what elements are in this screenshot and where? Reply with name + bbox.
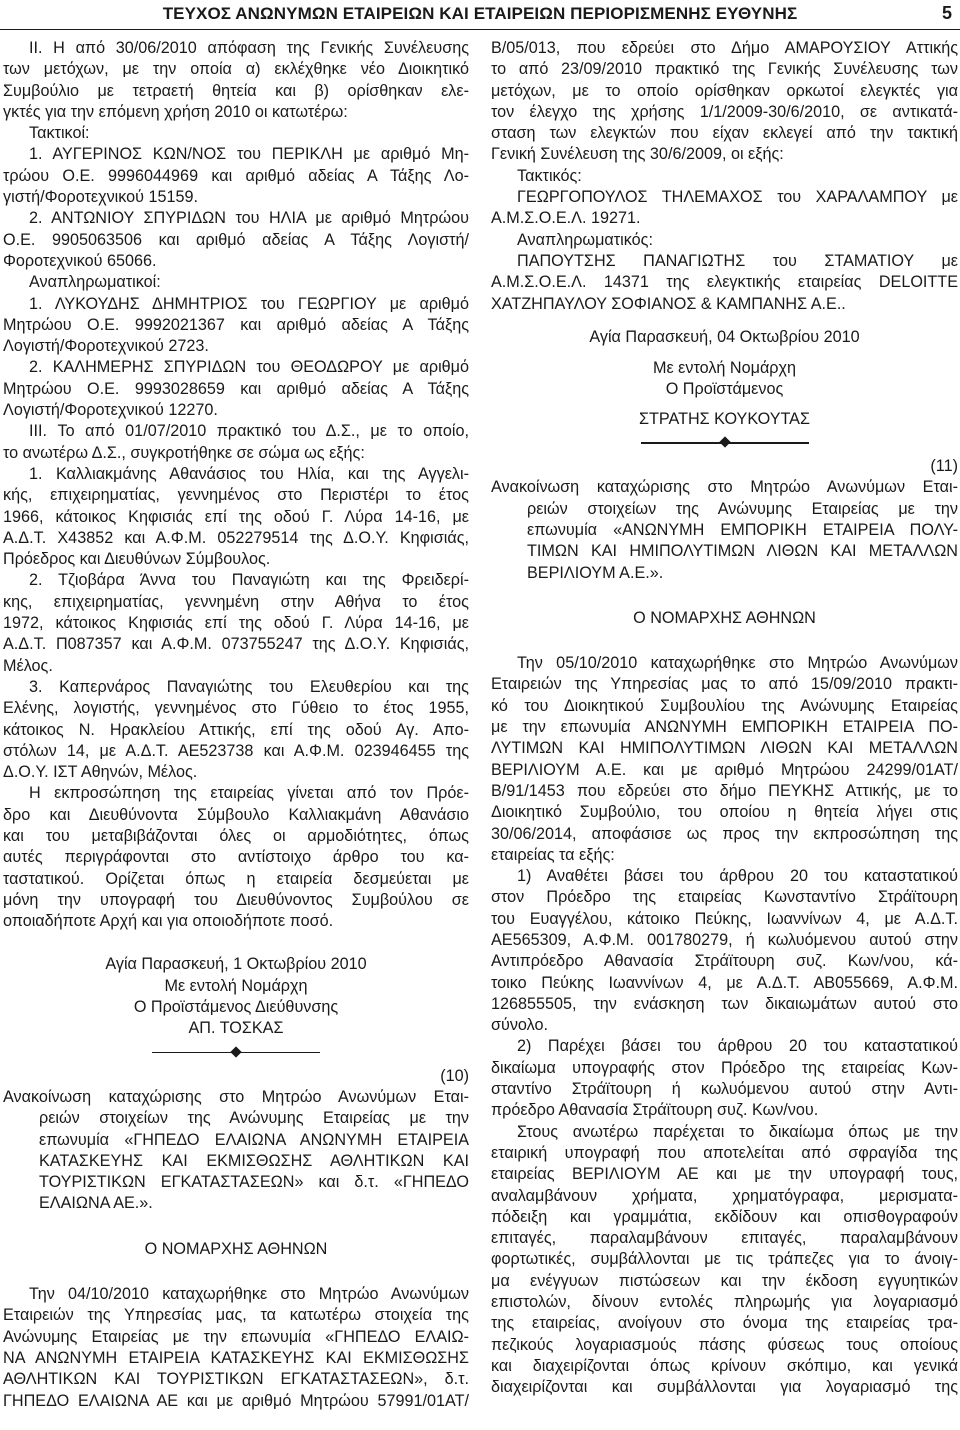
notice-title-line: ΕΛΑΙΩΝΑ ΑΕ.». <box>39 1194 153 1213</box>
paragraph-line: Μητρώου Ο.Ε. 9993028659 και αριθμό αδείας Α Τάξης <box>3 379 469 398</box>
paragraph-line: εταιρείας ΒΕΡΙΛΙΟΥΜ ΑΕ και με την υπογραφή τους, <box>491 1165 958 1184</box>
paragraph-line: Μητρώου Ο.Ε. 9992021367 και αριθμό αδείας Α Τάξης <box>3 315 469 334</box>
paragraph-first-line: ΠΑΠΟΥΤΣΗΣ ΠΑΝΑΓΙΩΤΗΣ του ΣΤΑΜΑΤΙΟΥ με <box>517 251 958 270</box>
paragraph-first-line: Η εκπροσώπηση της εταιρείας γίνεται από τον Πρόε- <box>29 784 469 803</box>
paragraph-line: κης, επιχειρηματίας, γεννημένη στην Αθήνα το έτος <box>3 592 469 611</box>
paragraph-line: Εταιρειών της Υπηρεσίας μας, τα κατωτέρω στοιχεία της <box>3 1306 469 1325</box>
separator <box>491 430 958 456</box>
notice-number: (10) <box>440 1066 469 1085</box>
diamond-icon <box>230 1046 241 1057</box>
paragraph-line: Αντιπρόεδρο Αθανασία Στράϊτουρη συζ. Κων/νου, κά- <box>491 952 958 971</box>
paragraph-last-line: το ανωτέρω Δ.Σ., συγκροτήθηκε σε σώμα ως εξής: <box>3 443 365 462</box>
paragraph-line: ΑΕ565309, Α.Φ.Μ. 001780279, ή κωλυόμενου αυτού στην <box>491 930 958 949</box>
paragraph-line: Τακτικός: <box>517 166 582 185</box>
right-column <box>491 38 958 1428</box>
paragraph-last-line: Δ.Ο.Υ. ΙΣΤ Αθηνών, Μέλος. <box>3 763 198 782</box>
paragraph-line: πόδειξη και γραμμάτια, εκδίδουν και οπισθογραφούν <box>491 1207 958 1226</box>
paragraph-first-line: 1) Αναθέτει βάσει του άρθρου 20 του καταστατικού <box>517 867 958 886</box>
paragraph-line: Α.Μ.Σ.Ο.Ε.Λ. 14371 της ελεγκτικής εταιρείας DELOITTE <box>491 273 958 292</box>
paragraph-line: Α.Δ.Τ. Π087357 και Α.Φ.Μ. 073755247 της Δ.Ο.Υ. Κηφισιάς, <box>3 635 469 654</box>
paragraph-line: δικαίωμα υπογραφής στον Πρόεδρο της εταιρείας Κων- <box>491 1058 958 1077</box>
signature-line: Με εντολή Νομάρχη <box>164 976 308 995</box>
signature-line: Με εντολή Νομάρχη <box>652 359 797 378</box>
paragraph-line: αυτές περιγράφονται στο αντίστοιχο άρθρο του κα- <box>3 848 469 867</box>
paragraph-line: Ελένης, λογιστής, γεννημένος στο Γύθειο το έτος 1955, <box>3 699 469 718</box>
paragraph-line: σταση των ελεγκτών που είχαν εκλεγεί από την τακτική <box>491 124 958 143</box>
separator <box>3 1040 469 1066</box>
paragraph-line: ΛΥΤΙΜΩΝ ΚΑΙ ΗΜΙΠΟΛΥΤΙΜΩΝ ΛΙΘΩΝ ΚΑΙ ΜΕΤΑΛΛΩΝ <box>491 739 958 758</box>
paragraph-line: Εταιρειών της Υπηρεσίας μας το από 15/09/2010 πρακτι- <box>491 675 958 694</box>
paragraph-first-line: 2. ΚΑΛΗΜΕΡΗΣ ΣΠΥΡΙΔΩΝ του ΘΕΟΔΩΡΟΥ με αριθμό <box>29 358 469 377</box>
paragraph-line: Β/05/013, που εδρεύει στο Δήμο ΑΜΑΡΟΥΣΙΟΥ Αττικής <box>491 39 958 57</box>
paragraph-line: 1972, κάτοικος Κηφισιάς επί της οδού Γ. Λύρα 14-16, με <box>3 614 469 633</box>
section-heading: Ο ΝΟΜΑΡΧΗΣ ΑΘΗΝΩΝ <box>633 608 816 627</box>
paragraph-line: Συμβούλιο με τετραετή θητεία και β) ορίσθηκαν ελε- <box>3 81 469 100</box>
paragraph-first-line: 2) Παρέχει βάσει του άρθρου 20 του καταστατικού <box>517 1037 958 1056</box>
paragraph-last-line: Λογιστή/Φοροτεχνικού 2723. <box>3 337 209 356</box>
paragraph-last-line: ΧΑΤΖΗΠΑΥΛΟΥ ΣΟΦΙΑΝΟΣ & ΚΑΜΠΑΝΗΣ Α.Ε.. <box>491 294 846 313</box>
notice-title-line: ΒΕΡΙΛΙΟΥΜ Α.Ε.». <box>527 563 664 582</box>
paragraph-line: τοικο Πεύκης Ιωαννίνων 4, με Α.Δ.Τ. ΑΒ055669, Α.Φ.Μ. <box>491 973 958 992</box>
paragraph-line: Ανώνυμης Εταιρείας με την επωνυμία «ΓΗΠΕΔΟ ΕΛΑΙΩ- <box>3 1327 469 1346</box>
paragraph-last-line: Πρόεδρος και Διευθύνων Σύμβουλος. <box>3 550 271 569</box>
paragraph-line: διαχειρίζονται και συμβάλλονται για λογαριασμό της <box>491 1378 958 1397</box>
paragraph-last-line: οποιαδήποτε Αρχή και για οποιοδήποτε ποσό. <box>3 912 334 931</box>
paragraph-last-line: πρόεδρο Αθανασία Στράϊτουρη συζ. Κων/νου. <box>491 1101 819 1120</box>
paragraph-line: σταντίνο Στράϊτουρη ή κωλυόμενου αυτού στην Αντι- <box>491 1080 958 1099</box>
paragraph-last-line: γκτές για την επόμενη χρήση 2010 οι κατωτέρω: <box>3 102 348 121</box>
paragraph-line: και διαχειρίζονται όπως κρίνουν σκόπιμο, και γενικά <box>491 1356 958 1375</box>
paragraph-first-line: 3. Καπερνάρος Παναγιώτης του Ελευθερίου και της <box>29 677 469 696</box>
notice-title-line: ρειών στοιχείων της Ανώνυμης Εταιρείας με την <box>527 499 958 518</box>
paragraph-line: επιταγές, παραλαμβάνουν επιταγές, παραλαμβάνουν <box>491 1229 958 1248</box>
paragraph-line: ΑΘΛΗΤΙΚΩΝ ΚΑΙ ΤΟΥΡΙΣΤΙΚΩΝ ΕΓΚΑΤΑΣΤΑΣΕΩΝ», δ.τ. <box>3 1370 469 1389</box>
paragraph-last-line: Α.Μ.Σ.Ο.Ε.Λ. 19271. <box>491 209 641 228</box>
notice-title-line: ΚΑΤΑΣΚΕΥΗΣ ΚΑΙ ΕΚΜΙΣΘΩΣΗΣ ΑΘΛΗΤΙΚΩΝ ΚΑΙ <box>39 1151 469 1170</box>
signature-line: Ο Προϊστάμενος Διεύθυνσης <box>133 998 339 1017</box>
paragraph-line: της εταιρείας, ανοίγουν στο όνομα της εταιρείας τρα- <box>491 1314 958 1333</box>
left-column <box>3 38 469 1428</box>
paragraph-last-line: Γενική Συνέλευση της 30/6/2009, οι εξής: <box>491 145 784 164</box>
paragraph-line: το από 23/09/2010 πρακτικό της Γενικής Συνέλευσης των <box>491 60 958 79</box>
signature-date: Αγία Παρασκευή, 04 Οκτωβρίου 2010 <box>589 327 860 346</box>
paragraph-line: με την επωνυμία ΑΝΩΝΥΜΗ ΕΜΠΟΡΙΚΗ ΕΤΑΙΡΕΙΑ ΠΟ- <box>491 718 958 737</box>
paragraph-last-line: σύνολο. <box>491 1016 548 1035</box>
section-heading: Ο ΝΟΜΑΡΧΗΣ ΑΘΗΝΩΝ <box>144 1239 328 1258</box>
notice-title-line: ρειών στοιχείων της Ανώνυμης Εταιρείας με την <box>39 1109 469 1128</box>
paragraph-line: εταιρική υπογραφή που αποτελείται από σφραγίδα της <box>491 1143 958 1162</box>
paragraph-line: 126855505, την ενάσκηση των δικαιωμάτων αυτού στο <box>491 994 958 1013</box>
paragraph-last-line: Μέλος. <box>3 656 53 675</box>
page-number: 5 <box>941 3 952 23</box>
signature-line: Ο Προϊστάμενος <box>665 380 784 399</box>
paragraph-first-line: 1. ΑΥΓΕΡΙΝΟΣ ΚΩΝ/ΝΟΣ του ΠΕΡΙΚΛΗ με αριθμό Μη- <box>29 145 469 164</box>
paragraph-line: κάτοικος Ν. Ηρακλείου Αττικής, επί της οδού Αγ. Απο- <box>3 720 469 739</box>
diamond-icon <box>719 436 730 447</box>
paragraph-line: κό του Διοικητικού Συμβουλίου της Ανώνυμης Εταιρείας <box>491 696 958 715</box>
paragraph-line: αναλαμβάνουν χρήματα, χρηματόγραφα, μερισματα- <box>491 1186 958 1205</box>
paragraph-line: ΓΗΠΕΔΟ ΕΛΑΙΩΝΑ ΑΕ και με αριθμό Μητρώου 57991/01ΑΤ/ <box>3 1391 469 1410</box>
paragraph-first-line: Την 05/10/2010 καταχωρήθηκε στο Μητρώο Ανωνύμων <box>517 654 958 673</box>
paragraph-line: τρώου Ο.Ε. 9996044969 και αριθμό αδείας Α Τάξης Λο- <box>3 166 469 185</box>
paragraph-line: Διοικητικό Συμβούλιο, του οποίου η θητεία λήγει στις <box>491 803 958 822</box>
paragraph-line: μετόχων, με το οποίο ορίσθηκαν ορκωτοί ελεγκτές για <box>491 81 958 100</box>
notice-title-line: επωνυμία «ΓΗΠΕΔΟ ΕΛΑΙΩΝΑ ΑΝΩΝΥΜΗ ΕΤΑΙΡΕΙΑ <box>39 1130 469 1149</box>
paragraph-line: μόνη την υπογραφή του Διευθύνοντος Συμβούλου σε <box>3 890 469 909</box>
paragraph-line: πεζικούς λογαριασμούς πάσης φύσεως τους οποίους <box>491 1335 958 1354</box>
paragraph-line: Αναπληρωματικός: <box>517 230 653 249</box>
paragraph-line: κής, επιχειρηματίας, γεννημένος στο Περιστέρι το έτος <box>3 486 469 505</box>
paragraph-line: των μετόχων, με την οποία α) εκλέχθηκε νέο Διοικητικό <box>3 60 469 79</box>
paragraph-line: τον έλεγχο της χρήσης 1/1/2009-30/6/2010, σε αντικατά- <box>491 102 958 121</box>
paragraph-line: Ο.Ε. 9905063506 και αριθμό αδείας Α Τάξης Λογιστή/ <box>3 230 469 249</box>
notice-number: (11) <box>930 457 958 476</box>
paragraph-line: του Ευαγγέλου, κάτοικο Πεύκης, Ιωαννίνων 4, με Α.Δ.Τ. <box>491 909 958 928</box>
paragraph-line: Β/91/1453 που εδρεύει στο δήμο ΠΕΥΚΗΣ Αττικής, με το <box>491 781 958 800</box>
paragraph-last-line: Λογιστή/Φοροτεχνικού 12270. <box>3 401 218 420</box>
signature-name: ΣΤΡΑΤΗΣ ΚΟΥΚΟΥΤΑΣ <box>639 409 810 428</box>
paragraph-last-line: εταιρείας τα εξής: <box>491 845 615 864</box>
paragraph-line: επιστολών, δίνουν εντολές πληρωμής για λογαριασμό <box>491 1293 958 1312</box>
paragraph-line: ΝΑ ΑΝΩΝΥΜΗ ΕΤΑΙΡΕΙΑ ΚΑΤΑΣΚΕΥΗΣ ΚΑΙ ΕΚΜΙΣΘΩΣΗΣ <box>3 1348 469 1367</box>
paragraph-first-line: 1. Καλλιακμάνης Αθανάσιος του Ηλία, και της Αγγελι- <box>29 464 469 483</box>
paragraph-line: Α.Δ.Τ. Χ43852 και Α.Φ.Μ. 052279514 της Δ.Ο.Υ. Κηφισιάς, <box>3 528 469 547</box>
paragraph-first-line: Την 04/10/2010 καταχωρήθηκε στο Μητρώο Ανωνύμων <box>29 1285 469 1304</box>
notice-title-line: επωνυμία «ΑΝΩΝΥΜΗ ΕΜΠΟΡΙΚΗ ΕΤΑΙΡΕΙΑ ΠΟΛΥ- <box>527 520 958 539</box>
paragraph-line: δρο και Διευθύνοντα Σύμβουλο Καλλιακμάνη Αθανάσιο <box>3 805 469 824</box>
paragraph-line: Τακτικοί: <box>29 124 90 143</box>
paragraph-line: 30/06/2014, αποφάσισε ως προς την εκπροσώπηση της <box>491 824 958 843</box>
paragraph-line: φορτωτικές, συμβάλλονται με τις τράπεζες για το άνοιγ- <box>491 1250 958 1269</box>
paragraph-line: μα ενέγγυων πιστώσεων και την έκδοση εγγυητικών <box>491 1271 958 1290</box>
header-title: ΤΕΥΧΟΣ ΑΝΩΝΥΜΩΝ ΕΤΑΙΡΕΙΩΝ ΚΑΙ ΕΤΑΙΡΕΙΩΝ ΠΕΡΙΟΡΙΣΜΕΝΗΣ ΕΥΘΥΝΗΣ <box>162 4 798 23</box>
signature-line: ΑΠ. ΤΟΣΚΑΣ <box>188 1019 284 1038</box>
notice-title-line: Ανακοίνωση καταχώρισης στο Μητρώο Ανωνύμων Εται- <box>491 478 958 497</box>
paragraph-line: και του μεταβιβάζονται όλες οι αρμοδιότητες, όπως <box>3 826 469 845</box>
paragraph-line: 1966, κάτοικος Κηφισιάς επί της οδού Γ. Λύρα 14-16, με <box>3 507 469 526</box>
notice-title-line: Ανακοίνωση καταχώρισης στο Μητρώο Ανωνύμων Εται- <box>3 1087 469 1106</box>
paragraph-first-line: 1. ΛΥΚΟΥΔΗΣ ΔΗΜΗΤΡΙΟΣ του ΓΕΩΡΓΙΟΥ με αριθμό <box>29 294 469 313</box>
signature-date: Αγία Παρασκευή, 1 Οκτωβρίου 2010 <box>105 955 367 974</box>
running-header <box>0 0 960 30</box>
paragraph-first-line: 2. Τζιοβάρα Άννα του Παναγιώτη και της Φρειδερί- <box>29 571 469 590</box>
paragraph-first-line: 2. ΑΝΤΩΝΙΟΥ ΣΠΥΡΙΔΩΝ του ΗΛΙΑ με αριθμό Μητρώου <box>29 209 469 228</box>
paragraph-line: ταστατικού. Ορίζεται όπως η εταιρεία δεσμεύεται με <box>3 869 469 888</box>
paragraph-first-line: III. Το από 01/07/2010 πρακτικό του Δ.Σ., με το οποίο, <box>29 422 469 441</box>
paragraph-first-line: Στους ανωτέρω παρέχεται το δικαίωμα όπως με την <box>517 1122 958 1141</box>
paragraph-first-line: ΓΕΩΡΓΟΠΟΥΛΟΣ ΤΗΛΕΜΑΧΟΣ του ΧΑΡΑΛΑΜΠΟΥ με <box>517 188 958 207</box>
notice-title-line: ΤΙΜΩΝ ΚΑΙ ΗΜΙΠΟΛΥΤΙΜΩΝ ΛΙΘΩΝ ΚΑΙ ΜΕΤΑΛΛΩΝ <box>527 542 958 561</box>
paragraph-line: στον Πρόεδρο της εταιρείας Κωνσταντίνο Στράϊτουρη <box>491 888 958 907</box>
paragraph-line: στόλων 14, με Α.Δ.Τ. ΑΕ523738 και Α.Φ.Μ. 023946455 της <box>3 741 469 760</box>
notice-title-line: ΤΟΥΡΙΣΤΙΚΩΝ ΕΓΚΑΤΑΣΤΑΣΕΩΝ» και δ.τ. «ΓΗΠΕΔΟ <box>39 1173 469 1192</box>
paragraph-line: Αναπληρωματικοί: <box>29 273 161 292</box>
paragraph-line: ΒΕΡΙΛΙΟΥΜ Α.Ε. και με αριθμό Μητρώου 24299/01ΑΤ/ <box>491 760 958 779</box>
paragraph-last-line: Φοροτεχνικού 65066. <box>3 251 157 270</box>
paragraph-first-line: II. Η από 30/06/2010 απόφαση της Γενικής Συνέλευσης <box>29 39 469 57</box>
paragraph-last-line: γιστή/Φοροτεχνικού 15159. <box>3 188 199 207</box>
